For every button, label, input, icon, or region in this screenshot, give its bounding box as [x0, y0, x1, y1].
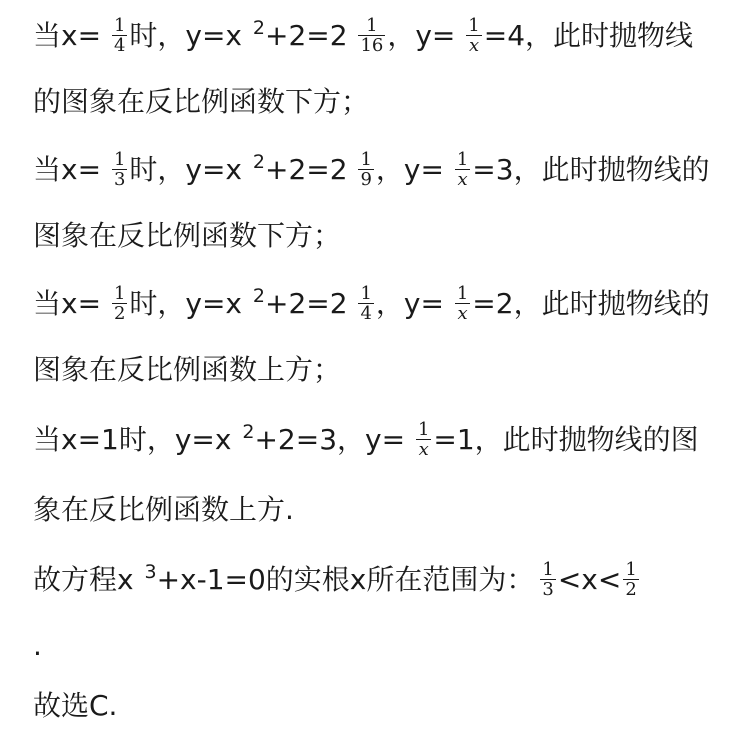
text-segment: 图象在反比例函数上方； — [33, 353, 342, 386]
text-line-1 — [33, 16, 693, 56]
text-segment: 故方程x — [33, 563, 143, 596]
fraction-one-ninth: $\frac{1}{9}$ — [360, 148, 372, 190]
superscript-exponent: 3 — [144, 561, 157, 583]
text-segment: +2=2 — [265, 19, 357, 52]
fraction-one-quarter: $\frac{1}{4}$ — [360, 282, 372, 324]
fraction-one-sixteenth: $\frac{1}{16}$ — [360, 14, 384, 56]
superscript-exponent: 2 — [252, 17, 265, 39]
text-line-2 — [33, 82, 369, 122]
text-line-6 — [33, 350, 341, 390]
text-segment: 故选C. — [33, 689, 118, 722]
fraction-one-half: $\frac{1}{2}$ — [625, 558, 637, 600]
superscript-exponent: 2 — [252, 285, 265, 307]
superscript-exponent: 2 — [242, 421, 255, 443]
text-line-11 — [33, 686, 117, 726]
text-segment: +2=3，y= — [254, 423, 414, 456]
fraction-one-over-x: $\frac{1}{x}$ — [456, 148, 469, 190]
text-segment: +2=2 — [265, 287, 357, 320]
text-segment: . — [33, 629, 42, 662]
text-line-3 — [33, 150, 710, 190]
text-line-10 — [33, 626, 42, 666]
text-segment: 象在反比例函数上方. — [33, 493, 294, 526]
text-segment: 的图象在反比例函数下方； — [33, 85, 370, 118]
text-segment: +x-1=0的实根x所在范围为： — [156, 563, 535, 596]
text-segment: <x< — [557, 563, 622, 596]
fraction-one-half: $\frac{1}{2}$ — [113, 282, 126, 324]
text-segment: 当x= — [33, 19, 110, 52]
superscript-exponent: 2 — [252, 151, 265, 173]
text-segment: =4，此时抛物线 — [483, 19, 694, 52]
text-segment: =2，此时抛物线的 — [472, 287, 710, 320]
text-line-8 — [33, 490, 294, 530]
fraction-one-third: $\frac{1}{3}$ — [542, 558, 554, 600]
text-line-7 — [33, 420, 699, 460]
fraction-one-third: $\frac{1}{3}$ — [113, 148, 126, 190]
text-segment: 当x=1时，y=x — [33, 423, 241, 456]
text-segment: ，y= — [375, 153, 453, 186]
text-segment: 当x= — [33, 153, 110, 186]
text-segment: 时，y=x — [129, 19, 251, 52]
text-segment: 时，y=x — [129, 287, 251, 320]
text-segment: +2=2 — [265, 153, 357, 186]
fraction-one-over-x: $\frac{1}{x}$ — [468, 14, 480, 56]
text-segment: =3，此时抛物线的 — [472, 153, 710, 186]
text-segment: =1，此时抛物线的图 — [433, 423, 699, 456]
text-line-4 — [33, 216, 341, 256]
text-segment: ，y= — [375, 287, 453, 320]
text-line-5 — [33, 284, 710, 324]
text-segment: 图象在反比例函数下方； — [33, 219, 342, 252]
fraction-one-quarter: $\frac{1}{4}$ — [113, 14, 126, 56]
text-segment: 时，y=x — [129, 153, 251, 186]
text-segment: ，y= — [387, 19, 465, 52]
text-line-9 — [33, 560, 641, 600]
text-segment: 当x= — [33, 287, 110, 320]
fraction-one-over-x: $\frac{1}{x}$ — [417, 418, 430, 460]
fraction-one-over-x: $\frac{1}{x}$ — [456, 282, 469, 324]
